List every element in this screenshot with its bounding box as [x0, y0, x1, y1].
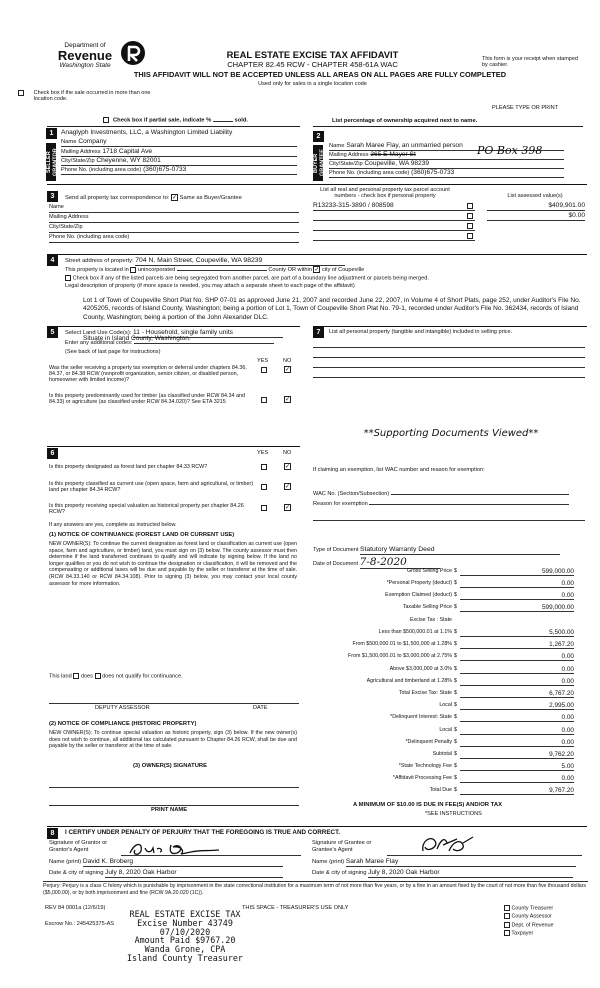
seller-phone: (360)675-0733	[143, 166, 187, 173]
s6-q2-yes[interactable]	[261, 484, 267, 490]
copy-label: Taxpayer	[511, 930, 534, 937]
deputy-date-label: DATE	[253, 705, 268, 711]
copy-checkbox[interactable]	[504, 922, 510, 928]
county-line[interactable]	[177, 270, 267, 271]
exemption-label: If claiming an exemption, list WAC number and reason for exemption:	[313, 467, 485, 473]
seller-city-label: City/State/Zip	[61, 158, 95, 164]
tax-row-label: Subtotal	[432, 751, 452, 757]
tax-row-value: 2,995.00	[460, 702, 574, 710]
tax-row	[300, 775, 590, 785]
reason-row	[313, 501, 569, 507]
tax-row-value: 5,500.00	[460, 629, 574, 637]
tax-row	[300, 739, 590, 749]
buyer-city-label: City/State/Zip	[329, 161, 363, 167]
personal-property-checkbox-1[interactable]	[467, 203, 473, 209]
buyer-city: Coupeville, WA 98239	[364, 160, 430, 167]
treasurer-stamp	[110, 910, 260, 963]
tax-row-value: 0.00	[460, 727, 574, 735]
tax-row	[300, 714, 590, 724]
multi-location-row	[18, 90, 198, 103]
grantor-sig-label: Signature of Grantor or Grantor's Agent	[49, 840, 108, 853]
section-8	[43, 826, 587, 896]
grantor-name: David K. Broberg	[83, 858, 283, 867]
escrow-number: Escrow No.: 245425375-AS	[45, 921, 115, 927]
seller-address-row	[61, 148, 297, 157]
copy-checkbox[interactable]	[504, 905, 510, 911]
copy-label: Dept. of Revenue	[511, 921, 554, 928]
notice1-text: NEW OWNER(S): To continue the current designation as forest land or classification as current use (open space, farm and agriculture, or timber) land, you must sign on (3) below. The county assessor must then determine if the land transferred continues to qualify and will indicate by signing below. If the land no longer qualifies or you do not wish to continue the designation or classification, it will be removed and the compensating or additional taxes will be due and payable by the seller or transferor at the time of sale. (RCW 84.33.140 or RCW 84.34.108). Prior to signing (3) below, you may contact your local county assessor for more information.	[49, 541, 297, 587]
s3-phone-row	[49, 234, 299, 243]
grantee-signature	[417, 833, 477, 857]
s6-yes-header: YES	[257, 450, 269, 456]
reason-line[interactable]	[369, 504, 569, 505]
tax-row-dollar: $	[454, 580, 457, 586]
seller-entity: Anaglyph Investments, LLC, a Washington Limited Liability	[61, 129, 233, 136]
does-label: does	[80, 673, 93, 680]
tax-row-value: 9,762.20	[460, 751, 574, 759]
qualify-label: This land	[49, 673, 72, 680]
grantee-date-row	[312, 869, 573, 878]
s6-no-header: NO	[283, 450, 292, 456]
doc-date-label: Date of Document	[313, 561, 359, 567]
assessed-value-2: $0.00	[487, 212, 585, 221]
tax-row	[300, 592, 590, 602]
tax-row-dollar: $	[454, 666, 457, 672]
print-name-line[interactable]	[49, 805, 299, 806]
tax-row	[300, 751, 590, 761]
grantee-name: Sarah Maree Flay	[346, 858, 576, 867]
see-back-note: (See back of last page for instructions)	[65, 349, 161, 355]
s5-q1: Was the seller receiving a property tax exemption or deferral under chapters 84.36, 84.37, or 84.38 RCW (nonprofit organization, senior citizen, or disabled person, homeowner with limited income)?	[49, 365, 247, 384]
tax-row	[300, 678, 590, 688]
supporting-documents-stamp: **Supporting Documents Viewed**	[363, 428, 539, 439]
copy-label: County Assessor	[511, 913, 552, 920]
logo-state-line: Washington State	[59, 62, 111, 70]
grantor-date: July 8, 2020 Oak Harbor	[105, 869, 283, 878]
copy-checklist	[504, 905, 553, 938]
same-as-buyer-label: Same as Buyer/Grantee	[179, 195, 242, 202]
grantor-name-row	[49, 858, 283, 867]
owner-signature-label: (3) OWNER(S) SIGNATURE	[133, 763, 207, 769]
additional-codes-line[interactable]	[134, 343, 274, 344]
seller-name-label: Name	[61, 139, 77, 145]
copy-checkbox[interactable]	[504, 930, 510, 936]
tax-row	[300, 666, 590, 676]
multi-location-checkbox[interactable]	[18, 90, 24, 96]
partial-sale-pct-line[interactable]	[213, 121, 233, 122]
tax-row	[300, 690, 590, 700]
s6-q3-no[interactable]: ✓	[285, 505, 291, 511]
tax-row-dollar: $	[454, 653, 457, 659]
seller-address: 1718 Capital Ave	[102, 148, 153, 155]
s6-q2-no[interactable]: ✓	[285, 484, 291, 490]
grantee-date-label: Date & city of signing	[312, 870, 367, 876]
form-subtitle: CHAPTER 82.45 RCW - CHAPTER 458-61A WAC	[227, 60, 398, 69]
send-correspondence-row	[65, 194, 242, 202]
located-in-label: This property is located in	[65, 266, 129, 273]
doc-type-row	[313, 546, 560, 555]
grantor-signature	[127, 839, 237, 859]
tax-row-value: 0.00	[460, 653, 574, 661]
seller-section	[47, 126, 300, 180]
tax-row	[300, 641, 590, 651]
tax-row-dollar: $	[454, 702, 457, 708]
section-number-3: 3	[47, 191, 58, 202]
tax-row	[300, 580, 590, 590]
tax-row-label: Total Excise Tax: State	[398, 690, 452, 696]
tax-row-value: 599,000.00	[460, 604, 574, 612]
s3-name-row	[49, 204, 299, 213]
doc-type-label: Type of Document	[313, 547, 359, 553]
tax-row-dollar: $	[454, 751, 457, 757]
unincorporated-label: unincorporated	[137, 266, 176, 273]
stamp-line: REAL ESTATE EXCISE TAX	[129, 909, 241, 919]
tax-row	[300, 617, 590, 627]
does-not-qualify-checkbox[interactable]	[95, 673, 101, 679]
owner-signature-line[interactable]	[49, 787, 299, 788]
tax-row-value: 599,000.00	[460, 568, 574, 576]
tax-row-dollar: $	[454, 604, 457, 610]
section-number-5: 5	[47, 327, 58, 338]
s3-address-label: Mailing Address	[49, 214, 89, 220]
perjury-notice: Perjury: Perjury is a class C felony which is punishable by imprisonment in the state correctional institution for a maximum term of not more than five years, or by a fine in an amount fixed by the court of not more than five thousand dollars ($5,000.00), or by both imprisonment and fine (RCW 9A.20.020 (1C)).	[43, 881, 588, 896]
notice2-text: NEW OWNER(S): To continue special valuation as historic property, sign (3) below. If the new owner(s) does not wish to continue, all additional tax calculated pursuant to Chapter 84.26 RCW, shall be due and payable by the seller or transferor at the time of sale.	[49, 730, 297, 750]
ownership-note: List percentage of ownership acquired next to name.	[332, 118, 478, 124]
tax-row-label: From $500,000.01 to $1,500,000 at 1.28%	[352, 641, 452, 647]
see-instructions: *SEE INSTRUCTIONS	[425, 811, 482, 817]
tax-row	[300, 568, 590, 578]
multi-location-label: Check box if the sale occurred in more than one location code.	[33, 90, 151, 103]
grantee-name-row	[312, 858, 576, 867]
personal-property-line-4[interactable]	[313, 377, 585, 378]
seller-name: Company	[78, 138, 107, 145]
s3-address-row	[49, 214, 299, 223]
buyer-phone-label: Phone No. (including area code)	[329, 170, 410, 176]
s6-q1: Is this property designated as forest land per chapter 84.33 RCW?	[49, 464, 208, 470]
dor-logo	[50, 40, 150, 74]
tax-row-value: 0.00	[460, 580, 574, 588]
tax-row-label: Gross Selling Price	[406, 568, 452, 574]
send-correspondence-label: Send all property tax correspondence to:	[65, 195, 170, 202]
tax-row-dollar: $	[454, 727, 457, 733]
personal-property-line-2[interactable]	[313, 357, 585, 358]
s5-q1-no[interactable]: ✓	[285, 367, 291, 373]
tax-row-dollar: $	[454, 763, 457, 769]
tax-row-value: 0.00	[460, 678, 574, 686]
stamp-line: Wanda Grone, CPA	[144, 944, 226, 955]
buyer-address-label: Mailing Address	[329, 152, 369, 158]
doc-type: Statutory Warranty Deed	[360, 546, 560, 555]
personal-property-line-3[interactable]	[313, 367, 585, 368]
section-6	[47, 446, 300, 816]
city-checkbox[interactable]: ✓	[314, 267, 320, 273]
assessed-header: List assessed value(s)	[507, 193, 563, 199]
seller-phone-row	[61, 166, 297, 175]
form-title: REAL ESTATE EXCISE TAX AFFIDAVIT	[226, 49, 399, 60]
form-warning: THIS AFFIDAVIT WILL NOT BE ACCEPTED UNLESS ALL AREAS ON ALL PAGES ARE FULLY COMPLETED	[133, 70, 507, 79]
s5-yes-header: YES	[257, 358, 269, 364]
parcel-row-2	[313, 212, 475, 221]
grantee-name-label: Name (print)	[312, 859, 345, 865]
tax-row-label: *Affidavit Processing Fee	[392, 775, 452, 781]
buyer-phone-row	[329, 169, 564, 178]
tax-row-dollar: $	[454, 739, 457, 745]
doc-date: 7-8-2020	[360, 556, 440, 569]
tax-row-value: 0.00	[460, 714, 574, 722]
city-of-label: city of Coupeville	[321, 266, 365, 273]
street-address: 704 N. Main Street, Coupeville, WA 98239	[135, 257, 345, 266]
additional-codes-label: Enter any additional codes:	[65, 340, 133, 346]
dor-logo-icon	[120, 40, 146, 66]
street-row	[65, 257, 345, 266]
tax-row-label: Local	[439, 727, 452, 733]
located-row	[65, 266, 364, 273]
qualify-row	[49, 673, 183, 680]
section-number-7: 7	[313, 327, 324, 338]
tax-row	[300, 763, 590, 773]
section-number-2: 2	[313, 131, 324, 142]
s6-q1-yes[interactable]	[261, 464, 267, 470]
s3-phone-label: Phone No. (including area code)	[49, 234, 130, 240]
county-or-within-label: County OR within	[268, 266, 312, 273]
tax-row-label: Total Due	[429, 787, 452, 793]
type-or-print: PLEASE TYPE OR PRINT	[492, 105, 559, 111]
deputy-assessor-label: DEPUTY ASSESSOR	[95, 705, 150, 711]
tax-row-dollar: $	[454, 714, 457, 720]
situate-text: Situate in Island County, Washington.	[83, 335, 191, 342]
buyer-name-label: Name	[329, 143, 345, 149]
partial-sale-suffix: sold.	[234, 117, 249, 124]
parcel-row-4	[313, 232, 475, 241]
wac-label: WAC No. (Section/Subsection)	[313, 491, 390, 497]
parcel-row-3	[313, 222, 475, 231]
s6-q3: Is this property receiving special valuation as historical property per chapter 84.26 RCW?	[49, 503, 244, 516]
section-3	[47, 184, 587, 254]
notice2-title: (2) NOTICE OF COMPLIANCE (HISTORIC PROPERTY)	[49, 721, 197, 727]
does-not-label: does not qualify for continuance.	[102, 673, 183, 680]
tax-row	[300, 727, 590, 737]
tax-row-dollar: $	[454, 629, 457, 635]
tax-row-label: *Personal Property (deduct)	[386, 580, 452, 586]
single-location-note: Used only for sales in a single location code	[258, 81, 367, 87]
reason-label: Reason for exemption	[313, 501, 368, 507]
section-number-6: 6	[47, 448, 58, 459]
tax-row-label: *State Technology Fee	[398, 763, 452, 769]
seller-address-label: Mailing Address	[61, 149, 101, 155]
land-use-label: Select Land Use Code(s):	[65, 330, 132, 336]
tax-row-dollar: $	[454, 775, 457, 781]
logo-revenue-word: Revenue	[57, 48, 113, 64]
buyer-city-row	[329, 160, 564, 169]
minimum-due: A MINIMUM OF $10.00 IS DUE IN FEE(S) AND/OR TAX	[353, 802, 503, 808]
tax-row-value: 0.00	[460, 739, 574, 747]
land-use-row	[65, 329, 283, 338]
grantee-date: July 8, 2020 Oak Harbor	[368, 869, 573, 878]
s5-no-header: NO	[283, 358, 292, 364]
s3-city-row	[49, 224, 299, 233]
tax-row-label: Agricultural and timberland at 1.28%	[366, 678, 452, 684]
does-qualify-checkbox[interactable]	[73, 673, 79, 679]
tax-row	[300, 629, 590, 639]
section-number-4: 4	[47, 255, 58, 266]
buyer-phone: (360)675-0733	[411, 169, 455, 176]
grantor-date-label: Date & city of signing	[49, 870, 104, 876]
s3-city-label: City/State/Zip	[49, 224, 83, 230]
partial-sale-row	[103, 117, 248, 124]
tax-row-dollar: $	[454, 787, 457, 793]
copy-county-treasurer	[504, 905, 553, 913]
grantor-date-row	[49, 869, 283, 878]
copy-taxpayer	[504, 930, 553, 938]
section-5	[47, 326, 300, 446]
personal-property-checkbox-3[interactable]	[467, 223, 473, 229]
seller-name-row	[61, 138, 297, 147]
tax-row-label: *Delinquent Interest: State	[390, 714, 452, 720]
parcel-row-1	[313, 202, 475, 211]
reason-line-2[interactable]	[313, 520, 585, 521]
deputy-line[interactable]	[49, 703, 299, 704]
dor-logo-text	[50, 42, 120, 70]
receipt-note: This form is your receipt when stamped by cashier.	[482, 56, 578, 69]
personal-property-line-1[interactable]	[313, 347, 585, 348]
logo-dept-line: Department of	[64, 42, 106, 49]
legal-description: Lot 1 of Town of Coupeville Short Plat No. SHP 07-01 as approved June 21, 2007 and recorded June 22, 2007, in Volume 4 of Short Plats, page 252, under Auditor's File No. 4205205, records of Island County, Washington; being a portion of Lot 1, Town of Coupeville Short Plat No. 79-1, recorded under Auditor's File No. 362434, records of Island County, Washington; being a portion of the John Alexander DLC.	[83, 297, 581, 321]
seller-city: Cheyenne, WY 82001	[96, 157, 161, 164]
stamp-line: Excise Number 43749	[137, 917, 233, 928]
additional-codes-row	[65, 340, 274, 346]
street-label: Street address of property:	[65, 258, 134, 264]
buyer-address-handwritten: PO Box 398	[477, 144, 543, 157]
tax-row-dollar: $	[454, 568, 457, 574]
tax-row	[300, 653, 590, 663]
tax-row-value: 1,267.20	[460, 641, 574, 649]
copy-label: County Treasurer	[511, 905, 554, 912]
s5-q2-yes[interactable]	[261, 397, 267, 403]
tax-row-dollar: $	[454, 690, 457, 696]
section-number-8: 8	[47, 828, 58, 839]
tax-row-value: 6,767.20	[460, 690, 574, 698]
legal-label: Legal description of property (if more space is needed, you may attach a separate sheet to each page of the affidavit)	[65, 283, 355, 289]
tax-row-label: Taxable Selling Price	[402, 604, 452, 610]
grantor-name-label: Name (print)	[49, 859, 82, 865]
section-number-1: 1	[46, 128, 57, 139]
segregated-row	[65, 275, 429, 282]
parcel-header: List all real and personal property tax parcel account numbers - check box if personal property	[320, 187, 450, 200]
rev-number: REV 84 0001a (12/6/19)	[45, 905, 106, 911]
notice1-title: (1) NOTICE OF CONTINUANCE (FOREST LAND OR CURRENT USE)	[49, 532, 235, 538]
grantee-sig-label: Signature of Grantee or Grantee's Agent	[312, 840, 372, 853]
tax-row	[300, 702, 590, 712]
certify-statement: I CERTIFY UNDER PENALTY OF PERJURY THAT THE FOREGOING IS TRUE AND CORRECT.	[65, 829, 340, 836]
s5-q2: Is this property predominantly used for timber (as classified under RCW 84.34 and 84.33) or agriculture (as classified under RCW 84.34.020)? See ETA 3215	[49, 393, 245, 406]
personal-property-checkbox-4[interactable]	[467, 233, 473, 239]
tax-row-value: 0.00	[460, 592, 574, 600]
seller-side-label: SELLER GRANTOR	[46, 143, 56, 181]
tax-row	[300, 787, 590, 797]
unincorporated-checkbox[interactable]	[130, 267, 136, 273]
seller-phone-label: Phone No. (including area code)	[61, 167, 142, 173]
copy-checkbox[interactable]	[504, 913, 510, 919]
segregated-checkbox[interactable]	[65, 275, 71, 281]
s6-q3-yes[interactable]	[261, 505, 267, 511]
buyer-side-label: BUYER GRANTEE	[313, 145, 323, 181]
parcel-number: R13233-315-3890 / 808598	[313, 202, 394, 209]
stamp-line: Island County Treasurer	[127, 953, 243, 964]
if-yes-note: If any answers are yes, complete as instructed below.	[49, 522, 177, 528]
personal-property-label: List all personal property (tangible and intangible) included in selling price.	[329, 329, 513, 335]
partial-sale-label: Check box if partial sale, indicate %	[113, 117, 212, 124]
land-use-code: 11 - Household, single family units	[133, 329, 283, 338]
tax-row-label: Exemption Claimed (deduct)	[385, 592, 452, 598]
buyer-name: Sarah Maree Flay, an unmarried person	[346, 142, 463, 149]
s3-name-label: Name	[49, 204, 64, 210]
tax-row-dollar: $	[454, 641, 457, 647]
tax-row-label: Excise Tax : State	[409, 617, 452, 623]
segregated-label: Check box if any of the listed parcels are being segregated from another parcel, are part of a boundary line adjustment or parcels being merged.	[72, 275, 429, 282]
s6-q2: Is this property classified as current use (open space, farm and agricultural, or timber) land per chapter 84.34 RCW?	[49, 481, 254, 494]
tax-row-value: 5.00	[460, 763, 574, 771]
tax-row-value: 0.00	[460, 666, 574, 674]
tax-row-label: Local	[439, 702, 452, 708]
stamp-line: Amount Paid $9767.20	[134, 935, 236, 946]
stamp-line: 07/10/2020	[159, 926, 211, 937]
s5-q1-yes[interactable]	[261, 367, 267, 373]
wac-line[interactable]	[391, 494, 569, 495]
tax-row-label: Above $3,000,000 at 3.0%	[389, 666, 452, 672]
tax-row-value: 9,767.20	[460, 787, 574, 795]
partial-sale-checkbox[interactable]	[103, 117, 109, 123]
tax-row-value: 0.00	[460, 775, 574, 783]
treasurer-space-label: THIS SPACE - TREASURER'S USE ONLY	[242, 905, 349, 911]
tax-row-label: Less than $500,000.01 at 1.1%	[378, 629, 452, 635]
same-as-buyer-checkbox[interactable]: ✓	[172, 195, 178, 201]
copy-dept-revenue	[504, 922, 553, 930]
s6-q1-no[interactable]: ✓	[285, 464, 291, 470]
copy-county-assessor	[504, 913, 553, 921]
tax-row	[300, 604, 590, 614]
seller-city-row	[61, 157, 297, 166]
personal-property-checkbox-2[interactable]	[467, 213, 473, 219]
print-name-label: PRINT NAME	[151, 807, 188, 813]
buyer-section	[313, 126, 583, 180]
assessed-value-1: $409,901.00	[487, 202, 585, 211]
tax-row-dollar: $	[454, 592, 457, 598]
buyer-address-struck: 365 E Mayer St	[370, 151, 416, 158]
wac-row	[313, 491, 569, 497]
tax-row-label: From $1,500,000.01 to $3,000,000 at 2.75%	[348, 653, 452, 659]
s5-q2-no[interactable]: ✓	[285, 397, 291, 403]
tax-row-label: *Delinquent Penalty	[405, 739, 452, 745]
tax-row-dollar: $	[454, 678, 457, 684]
